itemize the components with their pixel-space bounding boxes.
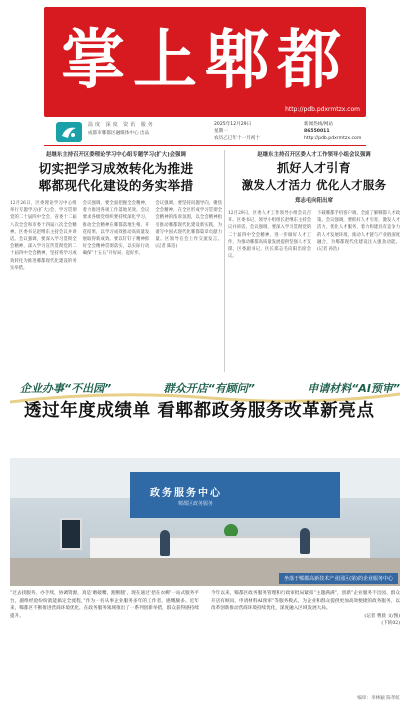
right-byline: 郑志毛向阳出席 xyxy=(295,198,333,204)
left-headline-line2[interactable]: 郫都现代化建设的务实举措 xyxy=(38,178,194,193)
left-body-col3-text: 会议强调，要坚持问题导向，聚焦全会精神，在全区形成学习贯彻全会精神的浓厚氛围，以全会精神指引推动郫都现代化建设新实践，为谱写中国式现代化郫都篇章贡献力量。区领导在会上作交流发言。 xyxy=(155,201,223,243)
bottom-signature: (记者 曹晨 文/图) xyxy=(364,613,400,619)
bottom-col2-text: 今年以来，郫都区政务服务管理和行政审批局紧扣“主题满满”，创新“企业服务不出园、群众开店有顾问、申请材料AI预审”等服务模式，为企业和群众提供更加高效便捷的政务服务，以改革创新推动营商环境持续优化，深度融入区域发展大局。 xyxy=(211,591,400,612)
right-article xyxy=(228,150,400,260)
right-body-col1: 12月29日，区委人才工作领导小组会议召开。区委书记、领导小组组长赵继东主持会议并讲话。会议强调，要深入学习贯彻党的二十届四中全会精神，进一步做好人才工作，为推动郫都高质量发展提供坚强人才支撑。区委副书记、区长郑志毛向阳出席会议。 xyxy=(228,211,311,260)
person xyxy=(160,530,170,556)
left-headline-line1[interactable]: 切实把学习成效转化为推进 xyxy=(38,161,194,176)
right-body-col2 xyxy=(317,210,400,260)
hotline-number: 86550011 xyxy=(304,129,330,134)
photo-caption: 坐落于郫都高新技术产业园区(第)的企业服务中心 xyxy=(279,573,398,584)
photo-wall-subtext: 郫都区政务服务 xyxy=(178,501,214,507)
bottom-article xyxy=(10,590,400,690)
left-body-col1: 12月26日，区委理论学习中心组举行专题学习(扩大)会，学习贯彻党的二十届四中全会、省委十二届八次全会和市委十四届八次全会精神。区委书记赵继东主持会议并讲话。会议强调，要深入学习贯彻全会精神，深入学习宣传贯彻党的二十届四中全会精神，坚持将学习成效转化为推进郫都现代化建设的务实举措。 xyxy=(10,201,77,271)
site-link[interactable]: http://pdb.pdxrmtzx.com xyxy=(304,136,362,141)
date: 2025年12月29日 xyxy=(214,122,252,127)
right-body-col2-text: 下载郫都手机客户端，全面了解郫都人才政策。会议强调，要抓好人才引育，激发人才活力，优化人才服务，着力构建具有竞争力的人才发展环境，推动人才链与产业链深度融合，为郫都现代化建设注入强劲动能。 xyxy=(317,211,400,245)
left-body-col2: 会议强调，要全面把握全会精神，着力推进各项工作落地见效。会议要求各级党组织要持续深化学习，推动全会精神在郫都落地生根、开花结果，以学习成效推动高质量发展取得新成效。要以钉钉子精神抓好全会精神贯彻落实，以实际行动确保“十五五”开好局、起好步。 xyxy=(82,201,150,257)
sponsor-text: 成都市郫都区融媒体中心 出品 xyxy=(88,131,150,136)
right-headline-line1[interactable]: 抓好人才引育 xyxy=(277,161,351,175)
kiosk-screen xyxy=(60,518,82,550)
header-divider xyxy=(44,145,366,146)
banner-tagline-1: 企业办事“不出园” xyxy=(20,382,112,395)
hotline-label: 新闻热线/网站 xyxy=(304,122,334,127)
slogan: 温度 深度 资讯 服务 xyxy=(88,122,155,128)
service-center-photo xyxy=(10,458,400,586)
contact-block xyxy=(304,121,361,142)
masthead-title: 掌上郫都 xyxy=(61,23,349,98)
continue-note[interactable]: (下转02) xyxy=(381,621,400,627)
banner-taglines xyxy=(20,380,400,396)
weekday: 星期一 xyxy=(214,129,228,134)
lunar-date: 农历乙巳年十一月初十 xyxy=(214,136,260,141)
date-block xyxy=(214,121,260,142)
banner-tagline-3: 申请材料“AI预审” xyxy=(307,382,400,395)
right-kicker: 赵继东主持召开区委人才工作领导小组会议强调 xyxy=(257,152,371,158)
service-counter xyxy=(90,536,370,558)
column-divider xyxy=(224,150,225,372)
left-article xyxy=(10,150,222,272)
left-body-col3 xyxy=(155,200,222,272)
person xyxy=(300,528,310,554)
left-kicker: 赵继东主持召开区委理论学习中心组专题学习(扩大)会强调 xyxy=(46,152,186,158)
masthead xyxy=(44,7,366,117)
right-headline-line2[interactable]: 激发人才活力 优化人才服务 xyxy=(241,178,387,192)
masthead-url[interactable]: http://pdb.pdxrmtzx.com xyxy=(285,106,360,113)
feature-banner xyxy=(10,376,400,456)
photo-wall-text: 政务服务中心 xyxy=(150,488,222,499)
editor-credit: 编审：李林颖 陈孝虹 xyxy=(357,696,400,701)
bottom-col2 xyxy=(211,590,400,690)
bottom-col1: “过去找服务、办手续，协调资源，真是‘磨破嘴、跑断腿’，现在通过‘拾在衣柳’一站式服务平台，副组经验纷纷就能搞定全流程，”作为一名从事企业服务多年的工作者，感慨颇多。近年来，郫都区不断推进营商环境优化，在政务服务领域推出了一系列创新举措，群众获得感持续提升。 xyxy=(10,591,199,619)
banner-headline[interactable]: 透过年度成绩单 看郫都政务服务改革新亮点 xyxy=(24,401,375,421)
banner-tagline-2: 群众开店“有顾问” xyxy=(163,382,255,395)
app-logo-icon xyxy=(56,122,82,142)
left-signature: (记者 陈洁) xyxy=(155,244,178,250)
right-signature: (记者 孙浩) xyxy=(317,247,339,253)
right-body xyxy=(228,210,400,260)
left-body xyxy=(10,200,222,272)
info-bar xyxy=(44,120,366,144)
